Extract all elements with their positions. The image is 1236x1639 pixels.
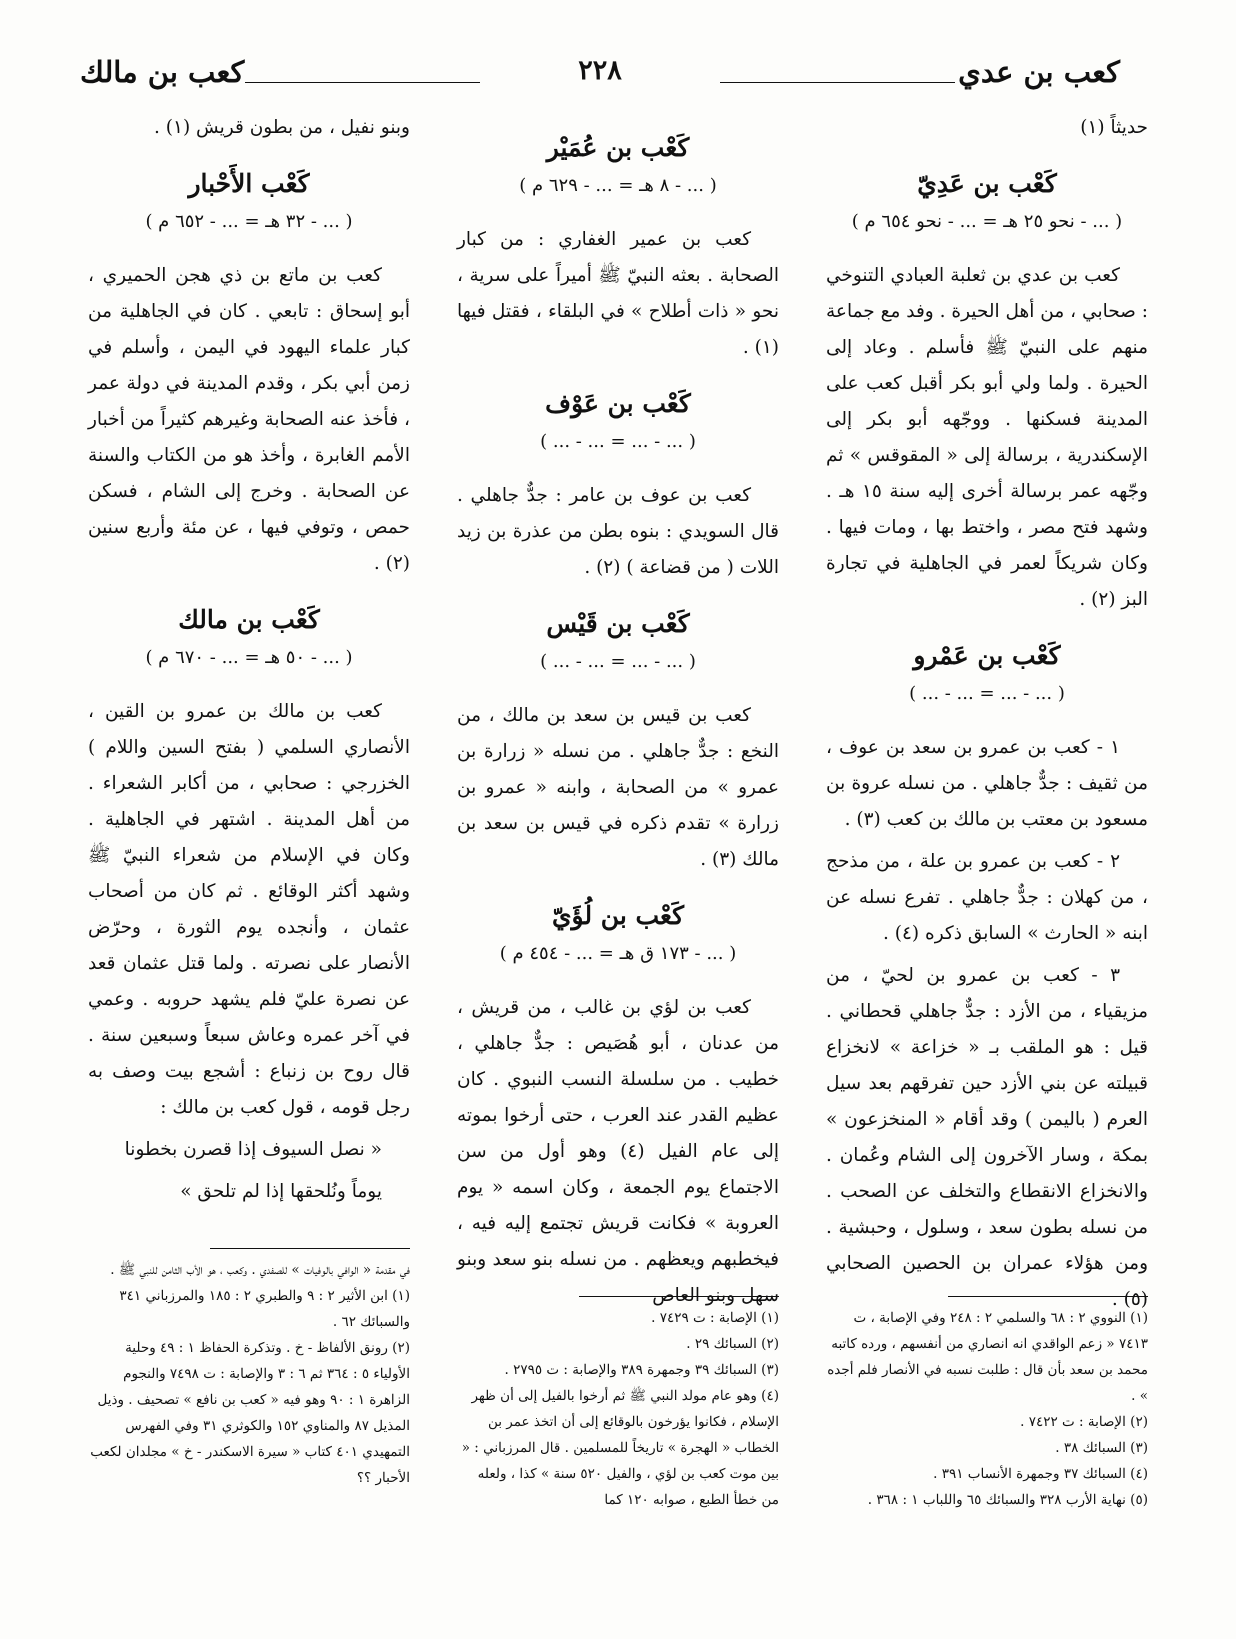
continued-text: وبنو نفيل ، من بطون قريش (١) . — [154, 117, 410, 138]
entry-body: كعب بن لؤي بن غالب ، من قريش ، من عدنان ، أبو هُصَيص : جدٌّ جاهلي ، خطيب . من سلسلة النسب النبوي . كان عظيم القدر عند العرب ، حتى أرخوا بموته إلى عام الفيل (٤) وهو أول من سن الاجتماع يوم الجمعة ، وكان اسمه « يوم العروبة » فكانت قريش تجتمع إليه فيه ، فيخطبهم ويعظهم . من نسله بنو سعد وبنو سهل وبنو العاص — [457, 997, 779, 1306]
footnote: (١) الإصابة : ت ٧٤٢٩ . — [651, 1310, 779, 1326]
column-right — [826, 110, 1148, 1324]
footnotes-left — [88, 1248, 410, 1491]
column-middle — [457, 110, 779, 1320]
running-title-right: كعب بن عدي — [958, 55, 1120, 89]
footnote: (١) النووي ٢ : ٦٨ والسلمي ٢ : ٢٤٨ وفي الإصابة ، ت ٧٤١٣ « زعم الواقدي انه انصاري من أنفسهم ، ورده كاتبه محمد بن سعد بأن قال : طلبت نسبه في الأنصار فلم أجده » . — [827, 1310, 1148, 1404]
entry-dates: ( ... - ٥٠ هـ = ... - ٦٧٠ م ) — [145, 647, 353, 668]
entry-body: كعب بن ماتع بن ذي هجن الحميري ، أبو إسحاق : تابعي . كان في الجاهلية من كبار علماء اليهود في اليمن ، وأسلم في زمن أبي بكر ، وقدم المدينة في دولة عمر ، فأخذ عنه الصحابة وغيرهم كثيراً من أخبار الأمم الغابرة ، وأخذ هو من الكتاب والسنة عن الصحابة . وخرج إلى الشام ، فسكن حمص ، وتوفي فيها ، عن مئة وأربع سنين (٢) . — [88, 265, 410, 574]
entry-body: ٢ - كعب بن عمرو بن علة ، من مذحج ، من كهلان : جدٌّ جاهلي . تفرع نسله عن ابنه « الحارث » السابق ذكره (٤) . — [826, 851, 1148, 944]
entry-dates: ( ... - نحو ٢٥ هـ = ... - نحو ٦٥٤ م ) — [851, 211, 1123, 232]
entry-body: كعب بن عمير الغفاري : من كبار الصحابة . بعثه النبيّ ﷺ أميراً على سرية ، نحو « ذات أطلاح » في البلقاء ، فقتل فيها (١) . — [457, 229, 779, 358]
footnote-separator — [210, 1248, 410, 1249]
entry-dates: ( ... - ... = ... - ... ) — [909, 683, 1065, 704]
entry-dates: ( ... - ٨ هـ = ... - ٦٢٩ م ) — [519, 175, 717, 196]
entry-dates: ( ... - ... = ... - ... ) — [540, 651, 696, 672]
verse-line: يوماً ونُلحقها إذا لم تلحق » — [180, 1181, 382, 1202]
entry-title: كَعْب بن مالك — [178, 605, 320, 634]
header-rule-left — [245, 82, 480, 83]
entry-body: كعب بن قيس بن سعد بن مالك ، من النخع : جدٌّ جاهلي . من نسله « زرارة بن عمرو » من الصحابة ، وابنه « عمرو بن زرارة » تقدم ذكره في قيس بن سعد بن مالك (٣) . — [457, 705, 779, 870]
entry-dates: ( ... - ٣٢ هـ = ... - ٦٥٢ م ) — [145, 211, 353, 232]
footnote: (٤) وهو عام مولد النبي ﷺ ثم أرخوا بالفيل إلى أن ظهر الإسلام ، فكانوا يؤرخون بالوقائع إلى أن اتخذ عمر بن الخطاب « الهجرة » تاريخاً للمسلمين . قال المرزباني : « بين موت كعب بن لؤي ، والفيل ٥٢٠ سنة » كذا ، ولعله من خطأ الطبع ، صوابه ١٢٠ كما — [461, 1388, 779, 1508]
page-number: ٢٢٨ — [578, 55, 622, 86]
footnote: (٣) السبائك ٣٨ . — [1055, 1440, 1148, 1456]
entry-title: كَعْب بن عُمَيْر — [546, 133, 690, 162]
entry-dates: ( ... - ١٧٣ ق هـ = ... - ٤٥٤ م ) — [499, 943, 737, 964]
entry-title: كَعْب بن قَيْس — [546, 609, 690, 638]
page-header — [80, 55, 1120, 101]
footnotes-right — [826, 1296, 1148, 1513]
footnotes-middle — [457, 1296, 779, 1513]
footnote-separator — [579, 1296, 779, 1297]
entry-body: كعب بن عوف بن عامر : جدٌّ جاهلي . قال السويدي : بنوه بطن من عذرة بن زيد اللات ( من قضاعة ) (٢) . — [457, 485, 779, 578]
footnote: (٢) رونق الألفاظ - خ . وتذكرة الحفاظ ١ : ٤٩ وحلية الأولياء ٥ : ٣٦٤ ثم ٦ : ٣ والإصابة : ت ٧٤٩٨ والنجوم الزاهرة ١ : ٩٠ وهو فيه « كعب بن نافع » تصحيف . وذيل المذيل ٨٧ والمناوي ١٥٢ والكوثري ٣١ وفي الفهرس التمهيدي ٤٠١ كتاب « سيرة الاسكندر - خ » مجلدان لكعب الأحبار ؟؟ — [90, 1340, 410, 1486]
footnote: (١) ابن الأثير ٢ : ٩ والطبري ٢ : ١٨٥ والمرزباني ٣٤١ والسبائك ٦٢ . — [119, 1288, 410, 1330]
footnote-separator — [948, 1296, 1148, 1297]
footnote: (٤) السبائك ٣٧ وجمهرة الأنساب ٣٩١ . — [933, 1466, 1148, 1482]
entry-body: كعب بن عدي بن ثعلبة العبادي التنوخي : صحابي ، من أهل الحيرة . وفد مع جماعة منهم على النبيّ ﷺ فأسلم . وعاد إلى الحيرة . ولما ولي أبو بكر أقبل كعب على المدينة فسكنها . ووجّهه أبو بكر إلى الإسكندرية ، برسالة إلى « المقوقس » ثم وجّهه عمر برسالة أخرى إليه سنة ١٥ هـ . وشهد فتح مصر ، واختط بها ، ومات فيها . وكان شريكاً لعمر في الجاهلية في تجارة البز (٢) . — [826, 265, 1148, 610]
header-rule-right — [720, 82, 955, 83]
continued-text: حديثاً (١) — [1080, 117, 1148, 138]
entry-body: كعب بن مالك بن عمرو بن القين ، الأنصاري السلمي ( بفتح السين واللام ) الخزرجي : صحابي ، من أكابر الشعراء . من أهل المدينة . اشتهر في الجاهلية . وكان في الإسلام من شعراء النبيّ ﷺ وشهد أكثر الوقائع . ثم كان من أصحاب عثمان ، وأنجده يوم الثورة ، وحرّض الأنصار على نصرته . ولما قتل عثمان قعد عن نصرة عليّ فلم يشهد حروبه . وعمي في آخر عمره وعاش سبعاً وسبعين سنة . قال روح بن زنباع : أشجع بيت وصف به رجل قومه ، قول كعب بن مالك : — [88, 701, 410, 1118]
column-left — [88, 110, 410, 1216]
footnote: في مقدمة « الوافي بالوفيات » للصفدي . وكعب ، هو الأب الثامن للنبي ﷺ . — [110, 1262, 410, 1278]
entry-dates: ( ... - ... = ... - ... ) — [540, 431, 696, 452]
footnote: (٢) السبائك ٢٩ . — [686, 1336, 779, 1352]
entry-title: كَعْب بن عَدِيّ — [917, 169, 1057, 198]
verse-line: « نصل السيوف إذا قصرن بخطونا — [124, 1139, 382, 1160]
footnote: (٢) الإصابة : ت ٧٤٢٢ . — [1020, 1414, 1148, 1430]
entry-body: ٣ - كعب بن عمرو بن لحيّ ، من مزيقياء ، من الأزد : جدٌّ جاهلي قحطاني . قيل : هو الملقب بـ « خزاعة » لانخزاع قبيلته عن بني الأزد حين تفرقهم بعد سيل العرم ( باليمن ) وقد أقام « المنخزعون » بمكة ، وسار الآخرون إلى الشام وعُمان . والانخزاع الانقطاع والتخلف عن الصحب . من نسله بطون سعد ، وسلول ، وحبشية . ومن هؤلاء عمران بن الحصين الصحابي (٥) . — [826, 965, 1148, 1310]
entry-title: كَعْب بن لُؤَيّ — [551, 901, 684, 930]
entry-title: كَعْب بن عَوْف — [545, 389, 691, 418]
footnote: (٣) السبائك ٣٩ وجمهرة ٣٨٩ والإصابة : ت ٢٧٩٥ . — [504, 1362, 779, 1378]
entry-body: ١ - كعب بن عمرو بن سعد بن عوف ، من ثقيف : جدٌّ جاهلي . من نسله عروة بن مسعود بن معتب بن مالك بن كعب (٣) . — [826, 737, 1148, 830]
entry-title: كَعْب الأَحْبار — [188, 169, 310, 198]
running-title-left: كعب بن مالك — [80, 55, 245, 89]
footnote: (٥) نهاية الأرب ٣٢٨ والسبائك ٦٥ واللباب ١ : ٣٦٨ . — [867, 1492, 1148, 1508]
entry-title: كَعْب بن عَمْرو — [913, 641, 1061, 670]
